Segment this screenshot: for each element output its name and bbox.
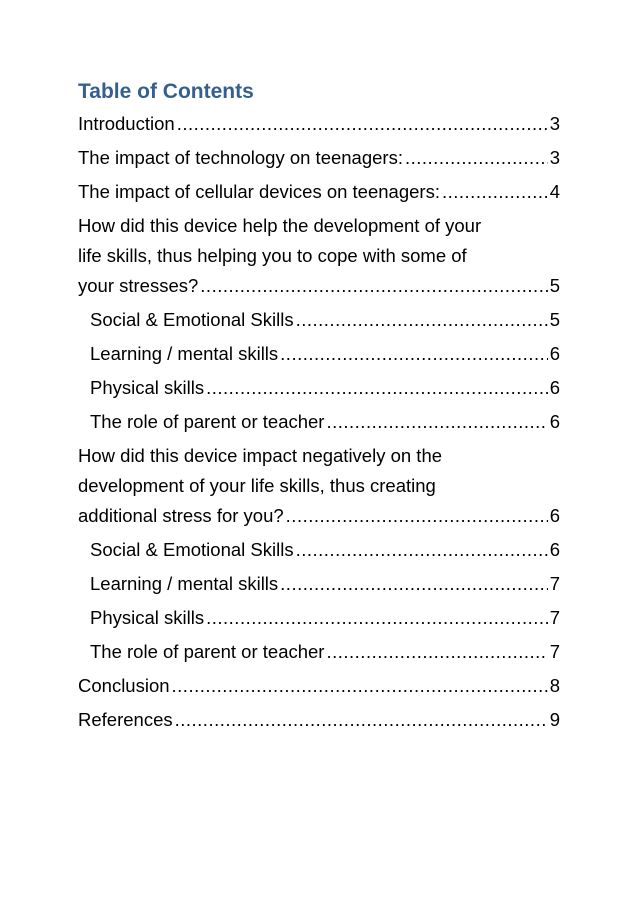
dot-leader — [326, 407, 547, 437]
toc-entry-title: Learning / mental skills — [90, 573, 279, 594]
toc-entry-page-number: 3 — [549, 113, 560, 134]
toc-entry-title-line: How did this device help the development of your — [78, 215, 482, 236]
toc-entry-page-number: 7 — [549, 607, 560, 628]
toc-list — [78, 109, 560, 739]
dot-leader — [326, 637, 547, 667]
toc-entry-title: The role of parent or teacher — [90, 411, 325, 432]
toc-entry[interactable] — [78, 211, 560, 301]
toc-entry-title: your stresses? — [78, 275, 199, 296]
toc-entry-title: The role of parent or teacher — [90, 641, 325, 662]
toc-entry-title-line: development of your life skills, thus creating — [78, 475, 436, 496]
toc-entry[interactable] — [78, 705, 560, 735]
toc-entry-title: References — [78, 709, 173, 730]
toc-entry-title-line: How did this device impact negatively on the — [78, 445, 443, 466]
toc-heading: Table of Contents — [78, 80, 254, 103]
toc-entry-title: The impact of cellular devices on teenagers: — [78, 181, 440, 202]
toc-entry[interactable] — [90, 637, 560, 667]
toc-entry-line — [90, 407, 560, 437]
toc-entry[interactable] — [90, 603, 560, 633]
toc-entry-title: Social & Emotional Skills — [90, 309, 294, 330]
toc-entry-page-number: 6 — [549, 505, 560, 526]
toc-entry-line — [90, 305, 560, 335]
toc-entry[interactable] — [90, 407, 560, 437]
toc-entry-title: Introduction — [78, 113, 175, 134]
toc-entry-line — [90, 373, 560, 403]
toc-entry-line — [90, 569, 560, 599]
dot-leader — [175, 705, 548, 735]
toc-entry[interactable] — [78, 177, 560, 207]
toc-entry-title: The impact of technology on teenagers: — [78, 147, 403, 168]
dot-leader — [296, 535, 548, 565]
toc-entry-page-number: 4 — [549, 181, 560, 202]
toc-entry-title: Conclusion — [78, 675, 170, 696]
toc-entry-page-number: 7 — [549, 573, 560, 594]
toc-entry-title: Physical skills — [90, 377, 205, 398]
toc-entry-line — [78, 271, 560, 301]
toc-entry-title: Learning / mental skills — [90, 343, 279, 364]
dot-leader — [442, 177, 548, 207]
toc-entry[interactable] — [90, 339, 560, 369]
dot-leader — [200, 271, 547, 301]
toc-entry-line — [78, 143, 560, 173]
toc-entry[interactable] — [90, 305, 560, 335]
dot-leader — [206, 603, 548, 633]
toc-entry-page-number: 6 — [549, 377, 560, 398]
dot-leader — [206, 373, 548, 403]
toc-entry-page-number: 6 — [549, 343, 560, 364]
toc-entry-page-number: 5 — [549, 275, 560, 296]
toc-entry-title: Social & Emotional Skills — [90, 539, 294, 560]
toc-entry-page-number: 6 — [549, 411, 560, 432]
toc-entry-page-number: 8 — [549, 675, 560, 696]
dot-leader — [286, 501, 548, 531]
toc-entry-page-number: 3 — [549, 147, 560, 168]
toc-entry-line — [78, 671, 560, 701]
toc-entry-page-number: 9 — [549, 709, 560, 730]
toc-entry-title: additional stress for you? — [78, 505, 284, 526]
toc-entry-line — [78, 705, 560, 735]
dot-leader — [405, 143, 548, 173]
dot-leader — [296, 305, 548, 335]
toc-entry-page-number: 5 — [549, 309, 560, 330]
toc-entry[interactable] — [90, 569, 560, 599]
toc-entry[interactable] — [90, 535, 560, 565]
toc-entry-line — [78, 177, 560, 207]
toc-entry[interactable] — [90, 373, 560, 403]
toc-entry[interactable] — [78, 671, 560, 701]
toc-entry-title-line: life skills, thus helping you to cope with some of — [78, 245, 467, 266]
toc-entry-line — [90, 535, 560, 565]
toc-entry-line — [78, 109, 560, 139]
dot-leader — [177, 109, 548, 139]
dot-leader — [172, 671, 548, 701]
toc-entry-page-number: 7 — [549, 641, 560, 662]
toc-entry[interactable] — [78, 143, 560, 173]
dot-leader — [280, 569, 548, 599]
toc-entry-page-number: 6 — [549, 539, 560, 560]
toc-entry-line — [90, 339, 560, 369]
toc-entry[interactable] — [78, 109, 560, 139]
toc-entry[interactable] — [78, 441, 560, 531]
toc-entry-title: Physical skills — [90, 607, 205, 628]
toc-entry-line — [78, 501, 560, 531]
dot-leader — [280, 339, 548, 369]
toc-entry-line — [90, 603, 560, 633]
toc-entry-line — [90, 637, 560, 667]
